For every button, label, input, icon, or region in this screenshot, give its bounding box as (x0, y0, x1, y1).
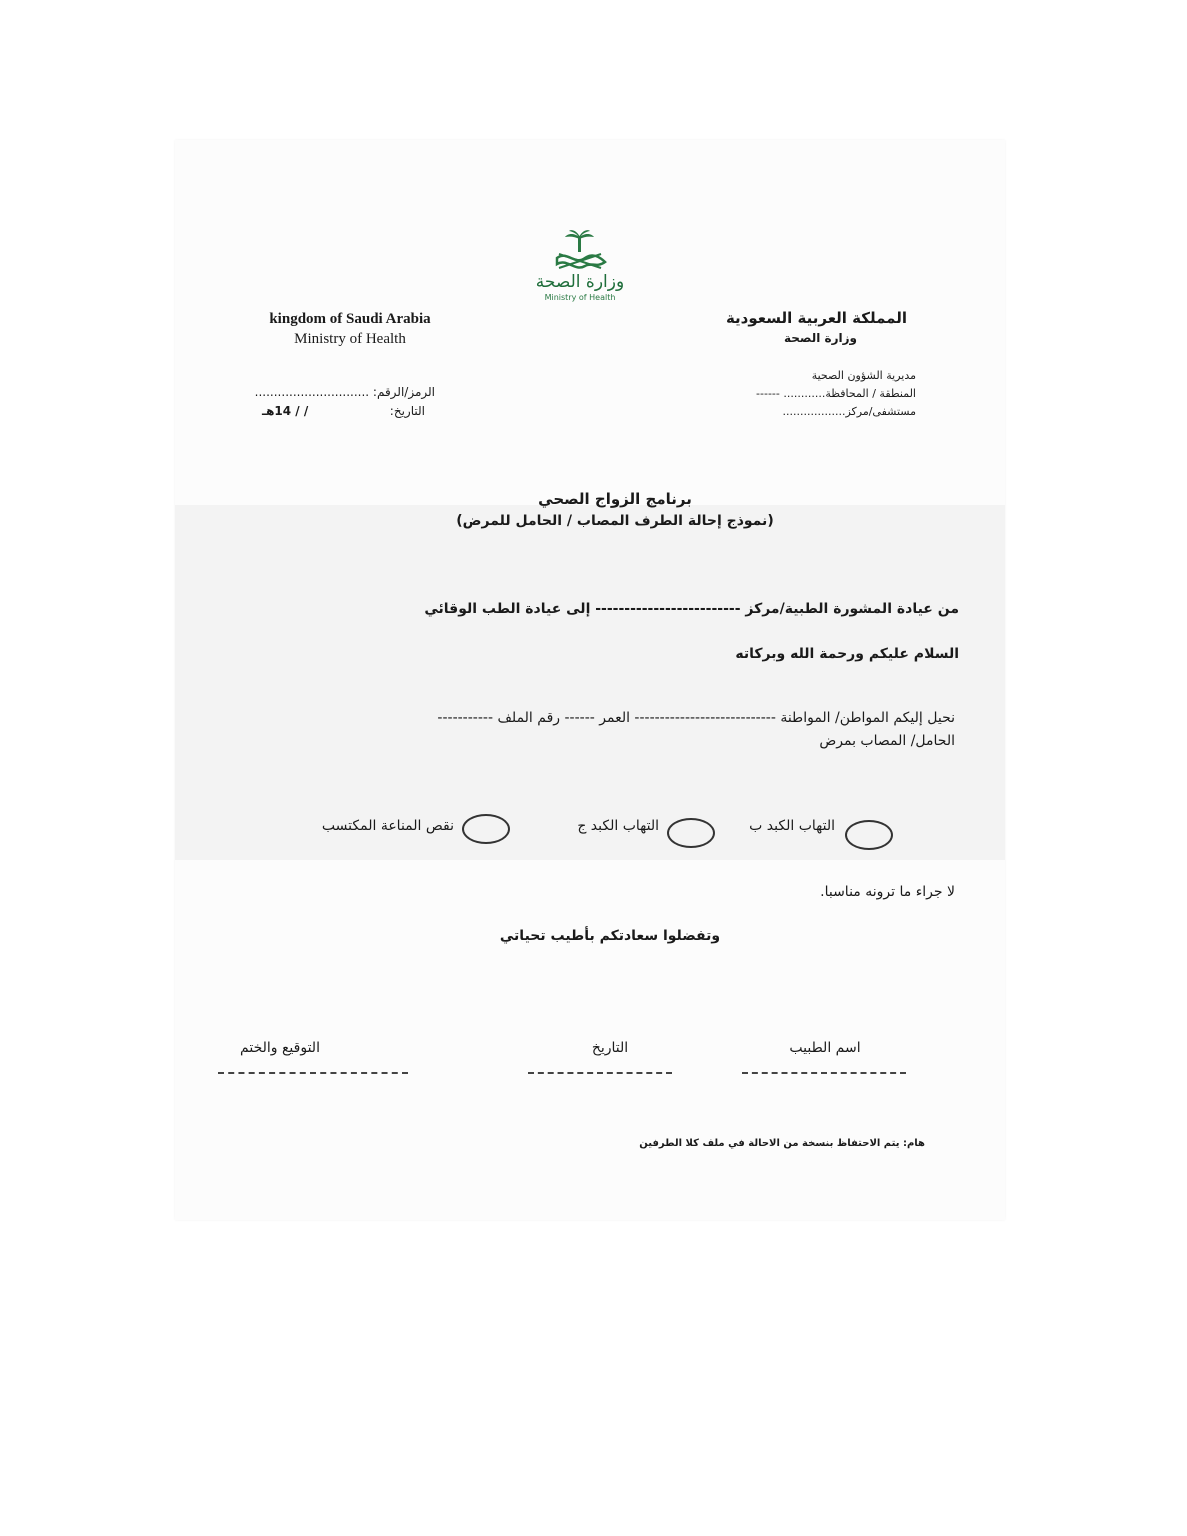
reference-number-field[interactable]: الرمز/الرقم: .............................. (254, 385, 435, 399)
carrier-label: الحامل/ المصاب بمرض (819, 733, 955, 749)
header-directorate: مديرية الشؤون الصحية (811, 369, 916, 382)
closing-text: وتفضلوا سعادتكم بأطيب تحياتي (499, 928, 721, 944)
form-subtitle: (نموذج إحالة الطرف المصاب / الحامل للمرض) (456, 513, 774, 529)
doctor-name-label: اسم الطبيب (789, 1040, 861, 1056)
signature-date-field[interactable] (528, 1072, 672, 1074)
hospital-field[interactable]: مستشفى/مركز.................. (782, 405, 916, 418)
signature-stamp-field[interactable] (218, 1072, 408, 1074)
header-ministry-ar: وزارة الصحة (783, 331, 857, 345)
hepatitis-c-checkbox[interactable] (667, 818, 715, 848)
header-ministry-en: Ministry of Health (294, 331, 406, 347)
patient-details-field[interactable]: نحيل إليكم المواطن/ المواطنة ---------------------------- العمر ------ رقم الملف ----------- (437, 710, 955, 726)
logo-text-en: Ministry of Health (544, 293, 616, 302)
region-field[interactable]: المنطقة / المحافظة............ ------ (756, 387, 916, 400)
header-country-ar: المملكة العربية السعودية (725, 309, 907, 327)
date-label: التاريخ: (389, 404, 425, 418)
action-text: لا جراء ما ترونه مناسبا. (820, 884, 955, 900)
header-country-en: kingdom of Saudi Arabia (269, 311, 431, 327)
form-title: برنامج الزواج الصحي (538, 490, 692, 508)
hepatitis-c-label: التهاب الكبد ج (577, 818, 659, 834)
doctor-name-field[interactable] (742, 1072, 906, 1074)
signature-stamp-label: التوقيع والختم (240, 1040, 320, 1056)
hepatitis-b-checkbox[interactable] (845, 820, 893, 850)
logo-text-ar: وزارة الصحة (535, 272, 625, 292)
from-clinic-field[interactable]: من عيادة المشورة الطبية/مركز ------------------------- إلى عيادة الطب الوقائي (424, 601, 959, 617)
important-note: هام: يتم الاحتفاظ بنسخة من الاحالة في ملف كلا الطرفين (639, 1138, 925, 1149)
hiv-checkbox[interactable] (462, 814, 510, 844)
hepatitis-b-label: التهاب الكبد ب (749, 818, 835, 834)
paper-fold-shade (175, 505, 1005, 860)
greeting-text: السلام عليكم ورحمة الله وبركاته (735, 646, 959, 662)
hiv-label: نقص المناعة المكتسب (321, 818, 454, 834)
signature-date-label: التاريخ (591, 1040, 629, 1056)
date-field[interactable]: / / 14هـ (262, 404, 309, 418)
